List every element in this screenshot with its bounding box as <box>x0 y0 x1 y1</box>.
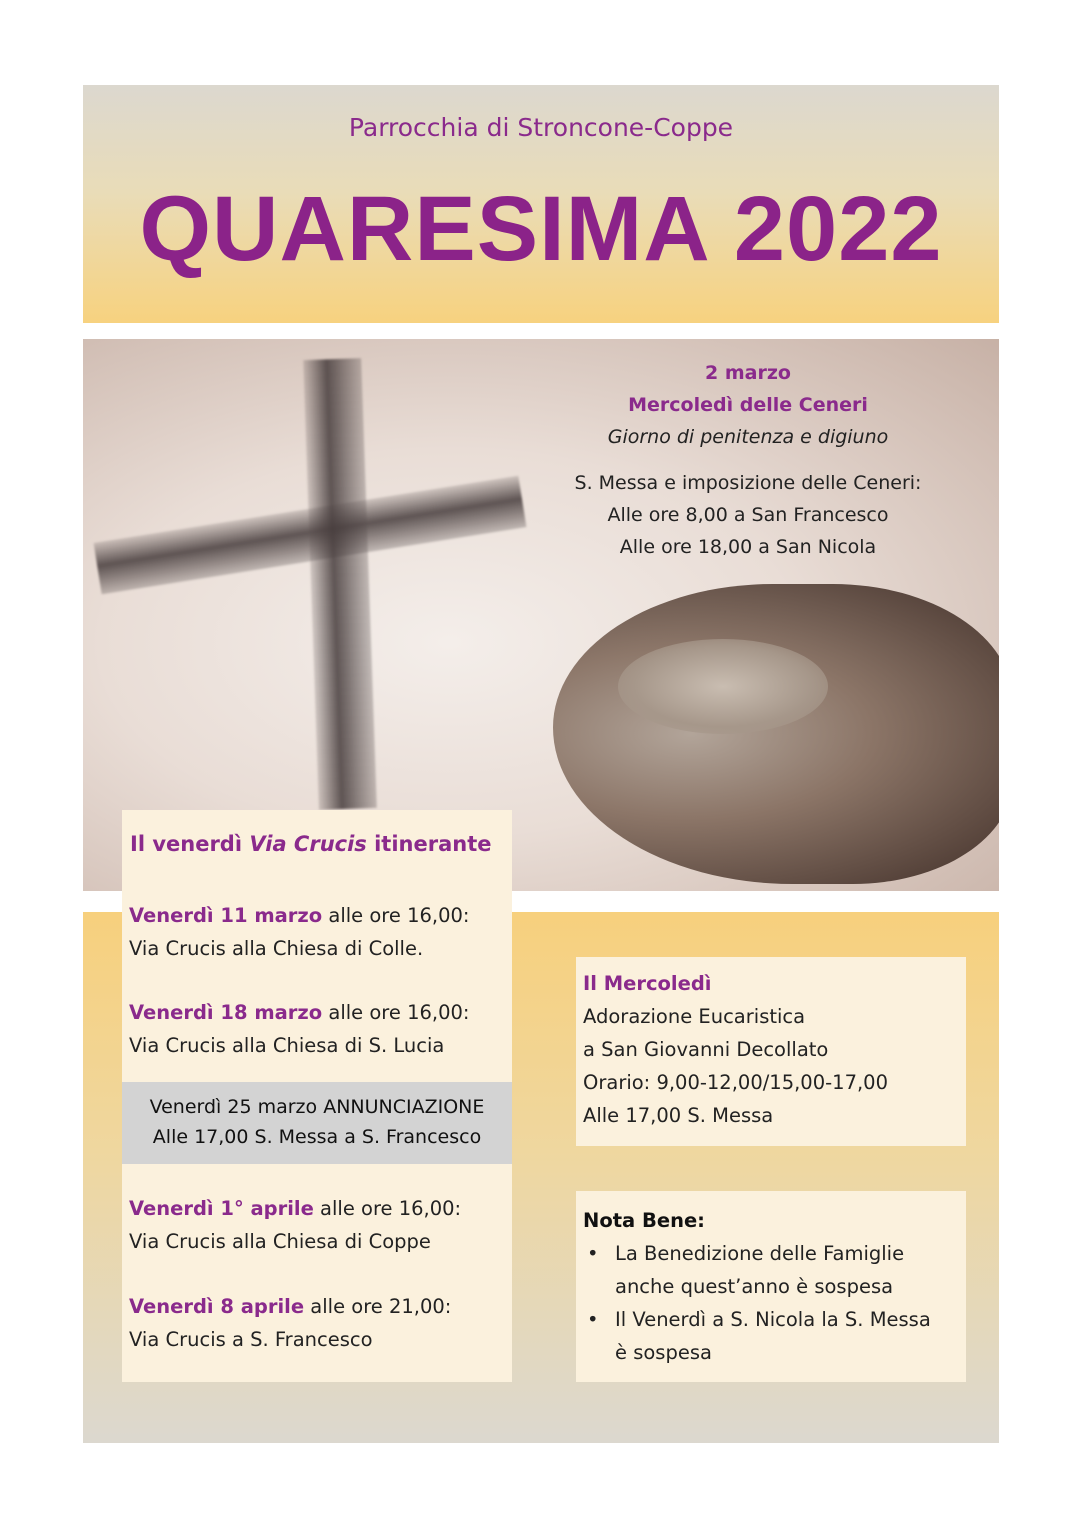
page-title: QUARESIMA 2022 <box>139 178 943 280</box>
nota-item: • La Benedizione delle Famiglie anche quest’anno è sospesa <box>583 1237 959 1303</box>
entry-place: Via Crucis alla Chiesa di Coppe <box>129 1230 431 1253</box>
wednesday-line-2: a San Giovanni Decollato <box>583 1038 829 1061</box>
nota-item: • Il Venerdì a S. Nicola la S. Messa è sospesa <box>583 1303 959 1369</box>
annunciation-box <box>122 1082 512 1164</box>
ash-date: 2 marzo <box>705 362 791 384</box>
ash-time-1: Alle ore 8,00 a San Francesco <box>607 504 889 526</box>
via-crucis-entry: Venerdì 8 aprile alle ore 21,00: Via Crucis a S. Francesco <box>129 1290 509 1356</box>
hands-image <box>553 584 999 884</box>
via-crucis-entry: Venerdì 11 marzo alle ore 16,00: Via Crucis alla Chiesa di Colle. <box>129 899 509 965</box>
annunciation-line-2: Alle 17,00 S. Messa a S. Francesco <box>152 1126 482 1148</box>
via-crucis-title: Il venerdì Via Crucis itinerante <box>130 832 492 856</box>
entry-place: Via Crucis a S. Francesco <box>129 1328 373 1351</box>
nota-title: Nota Bene: <box>583 1209 705 1232</box>
ash-mass-title: S. Messa e imposizione delle Ceneri: <box>574 472 922 494</box>
ash-cross-image <box>83 339 999 891</box>
cross-vertical-stroke <box>303 358 377 810</box>
nota-bene-box <box>576 1191 966 1382</box>
entry-date: Venerdì 1° aprile <box>129 1197 314 1220</box>
via-crucis-box <box>122 810 512 1382</box>
ash-pile-image <box>618 639 828 734</box>
wednesday-box <box>576 957 966 1146</box>
ash-wednesday-info <box>513 357 983 563</box>
parish-name: Parrocchia di Stroncone-Coppe <box>348 113 734 142</box>
entry-date: Venerdì 18 marzo <box>129 1001 323 1024</box>
ash-time-2: Alle ore 18,00 a San Nicola <box>619 536 877 558</box>
entry-date: Venerdì 11 marzo <box>129 904 323 927</box>
entry-date: Venerdì 8 aprile <box>129 1295 305 1318</box>
ash-name: Mercoledì delle Ceneri <box>628 394 868 416</box>
entry-place: Via Crucis alla Chiesa di Colle. <box>129 937 424 960</box>
wednesday-line-1: Adorazione Eucaristica <box>583 1005 806 1028</box>
bullet-icon: • <box>587 1242 599 1265</box>
annunciation-line-1: Venerdì 25 marzo ANNUNCIAZIONE <box>149 1096 485 1118</box>
via-crucis-entry: Venerdì 18 marzo alle ore 16,00: Via Crucis alla Chiesa di S. Lucia <box>129 996 509 1062</box>
ash-subtitle: Giorno di penitenza e digiuno <box>607 426 889 448</box>
wednesday-title: Il Mercoledì <box>583 972 712 995</box>
entry-place: Via Crucis alla Chiesa di S. Lucia <box>129 1034 445 1057</box>
header-banner <box>83 85 999 323</box>
wednesday-line-3: Orario: 9,00-12,00/15,00-17,00 <box>583 1071 888 1094</box>
via-crucis-entry: Venerdì 1° aprile alle ore 16,00: Via Crucis alla Chiesa di Coppe <box>129 1192 509 1258</box>
wednesday-line-4: Alle 17,00 S. Messa <box>583 1104 774 1127</box>
bullet-icon: • <box>587 1308 599 1331</box>
